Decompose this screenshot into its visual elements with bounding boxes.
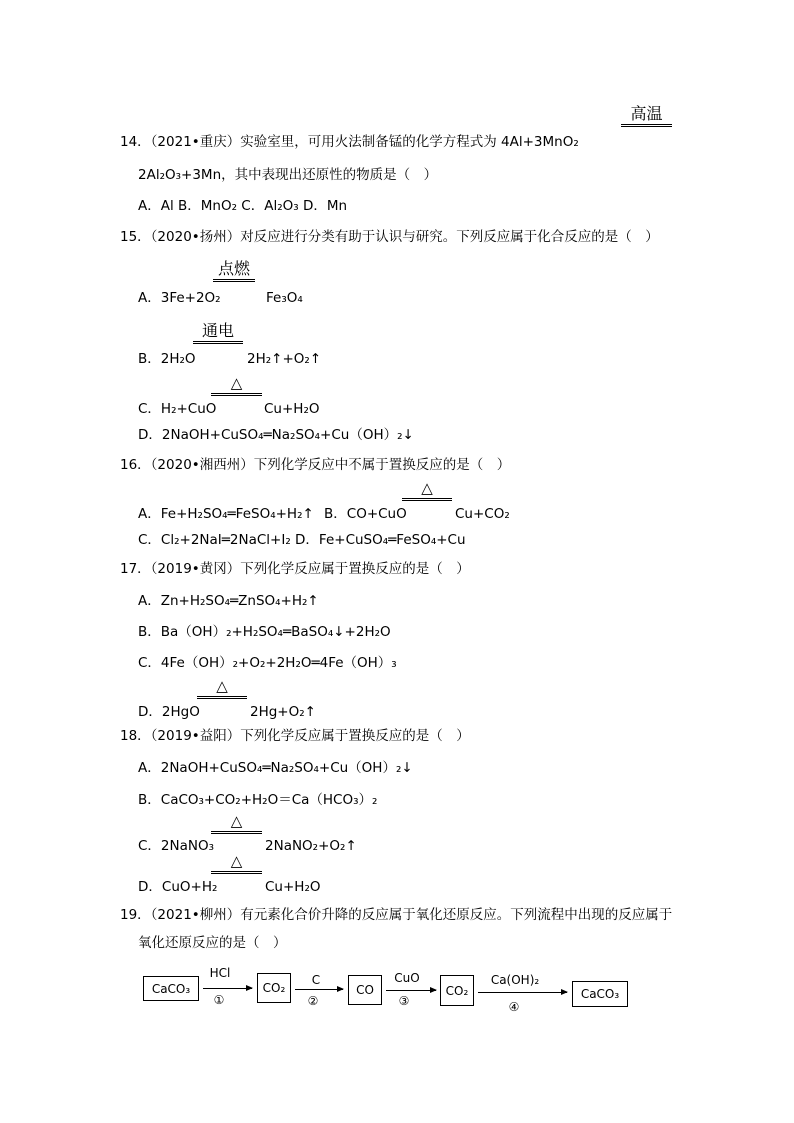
q15-c-condition — [211, 375, 262, 396]
q15-option-b-products: 2H₂↑+O₂↑ — [247, 351, 322, 367]
q17-option-a: A．Zn+H₂SO₄═ZnSO₄+H₂↑ — [138, 593, 319, 609]
q18-option-a: A．2NaOH+CuSO₄═Na₂SO₄+Cu（OH）₂↓ — [138, 760, 413, 776]
q18-c-heat-symbol: △ — [230, 812, 243, 830]
q16-option-b-reactants: B．CO+CuO — [324, 506, 407, 522]
q15-a-double-line — [213, 279, 255, 282]
q18-option-c-products: 2NaNO₂+O₂↑ — [265, 838, 357, 854]
q18-c-double-line — [211, 831, 262, 834]
flow-node-4: CO₂ — [440, 975, 474, 1006]
q16-stem: 16．（2020•湘西州）下列化学反应中不属于置换反应的是（ ） — [120, 457, 511, 473]
q18-stem: 18．（2019•益阳）下列化学反应属于置换反应的是（ ） — [120, 728, 470, 744]
q18-option-c-reactants: C．2NaNO₃ — [138, 838, 215, 854]
flow-node-3: CO — [348, 975, 382, 1005]
q17-d-condition — [197, 678, 247, 699]
flow-arrow-1 — [203, 988, 252, 989]
q17-option-b: B．Ba（OH）₂+H₂SO₄═BaSO₄↓+2H₂O — [138, 624, 391, 640]
q17-option-c: C．4Fe（OH）₂+O₂+2H₂O═4Fe（OH）₃ — [138, 655, 397, 671]
flow-reagent-2: C — [311, 973, 321, 987]
flow-step-number-2: ② — [307, 994, 319, 1008]
q14-stem-line2: 2Al₂O₃+3Mn，其中表现出还原性的物质是（ ） — [138, 167, 438, 183]
q15-stem: 15．（2020•扬州）对反应进行分类有助于认识与研究。下列反应属于化合反应的是（ ） — [120, 229, 659, 245]
q15-c-double-line — [211, 393, 262, 396]
q16-b-condition — [402, 480, 452, 501]
flow-arrow-4 — [478, 992, 567, 993]
q17-d-heat-symbol: △ — [216, 677, 228, 695]
q17-d-double-line — [197, 696, 247, 699]
q14-reaction-condition — [621, 104, 672, 127]
flow-arrow-2 — [295, 989, 343, 990]
q15-b-condition — [193, 321, 243, 344]
flow-node-1: CaCO₃ — [143, 976, 199, 1001]
q14-stem-line1: 14．（2021•重庆）实验室里，可用火法制备锰的化学方程式为 4Al+3MnO₂ — [120, 134, 579, 150]
q15-a-condition — [213, 259, 255, 282]
q18-c-condition — [211, 813, 262, 834]
q17-option-d-reactants: D．2HgO — [138, 704, 200, 720]
q14-options: A．Al B．MnO₂ C．Al₂O₃ D．Mn — [138, 198, 348, 214]
q16-b-double-line — [402, 498, 452, 501]
q15-a-condition-label: 点燃 — [217, 259, 250, 278]
q16-options-c-d: C．Cl₂+2NaI═2NaCl+I₂ D．Fe+CuSO₄═FeSO₄+Cu — [138, 532, 466, 548]
q17-stem: 17．（2019•黄冈）下列化学反应属于置换反应的是（ ） — [120, 561, 470, 577]
q15-b-double-line — [193, 341, 243, 344]
q15-option-a-reactants: A．3Fe+2O₂ — [138, 290, 221, 306]
q16-option-a: A．Fe+H₂SO₄═FeSO₄+H₂↑ — [138, 506, 314, 522]
q17-option-d-products: 2Hg+O₂↑ — [250, 704, 316, 720]
flow-step-number-1: ① — [213, 993, 225, 1007]
q15-c-heat-symbol: △ — [230, 374, 243, 392]
q15-option-c-products: Cu+H₂O — [264, 401, 320, 417]
flow-reagent-3: CuO — [394, 971, 420, 985]
flow-step-number-4: ④ — [508, 1000, 520, 1014]
q15-option-c-reactants: C．H₂+CuO — [138, 401, 217, 417]
q18-option-d-products: Cu+H₂O — [265, 879, 321, 895]
q16-b-heat-symbol: △ — [421, 479, 433, 497]
q16-option-b-products: Cu+CO₂ — [455, 506, 510, 522]
flow-step-number-3: ③ — [398, 994, 410, 1008]
q18-d-double-line — [211, 871, 262, 874]
q15-option-b-reactants: B．2H₂O — [138, 351, 196, 367]
q18-option-b: B．CaCO₃+CO₂+H₂O＝Ca（HCO₃）₂ — [138, 792, 378, 808]
flow-reagent-1: HCl — [209, 966, 231, 980]
flow-node-5: CaCO₃ — [572, 981, 628, 1007]
q14-condition-double-line — [621, 124, 672, 127]
q19-stem-line1: 19．（2021•柳州）有元素化合价升降的反应属于氧化还原反应。下列流程中出现的反应属于 — [120, 907, 673, 923]
flow-node-2: CO₂ — [257, 973, 291, 1003]
q15-b-condition-label: 通电 — [201, 321, 234, 340]
q18-option-d-reactants: D．CuO+H₂ — [138, 879, 218, 895]
q14-condition-label: 高温 — [630, 104, 663, 123]
flow-arrow-3 — [386, 990, 436, 991]
flow-reagent-4: Ca(OH)₂ — [490, 973, 540, 987]
q19-stem-line2: 氧化还原反应的是（ ） — [138, 935, 287, 951]
q18-d-heat-symbol: △ — [230, 852, 243, 870]
q18-d-condition — [211, 853, 262, 874]
q15-option-d: D．2NaOH+CuSO₄═Na₂SO₄+Cu（OH）₂↓ — [138, 427, 414, 443]
q15-option-a-products: Fe₃O₄ — [266, 290, 303, 306]
